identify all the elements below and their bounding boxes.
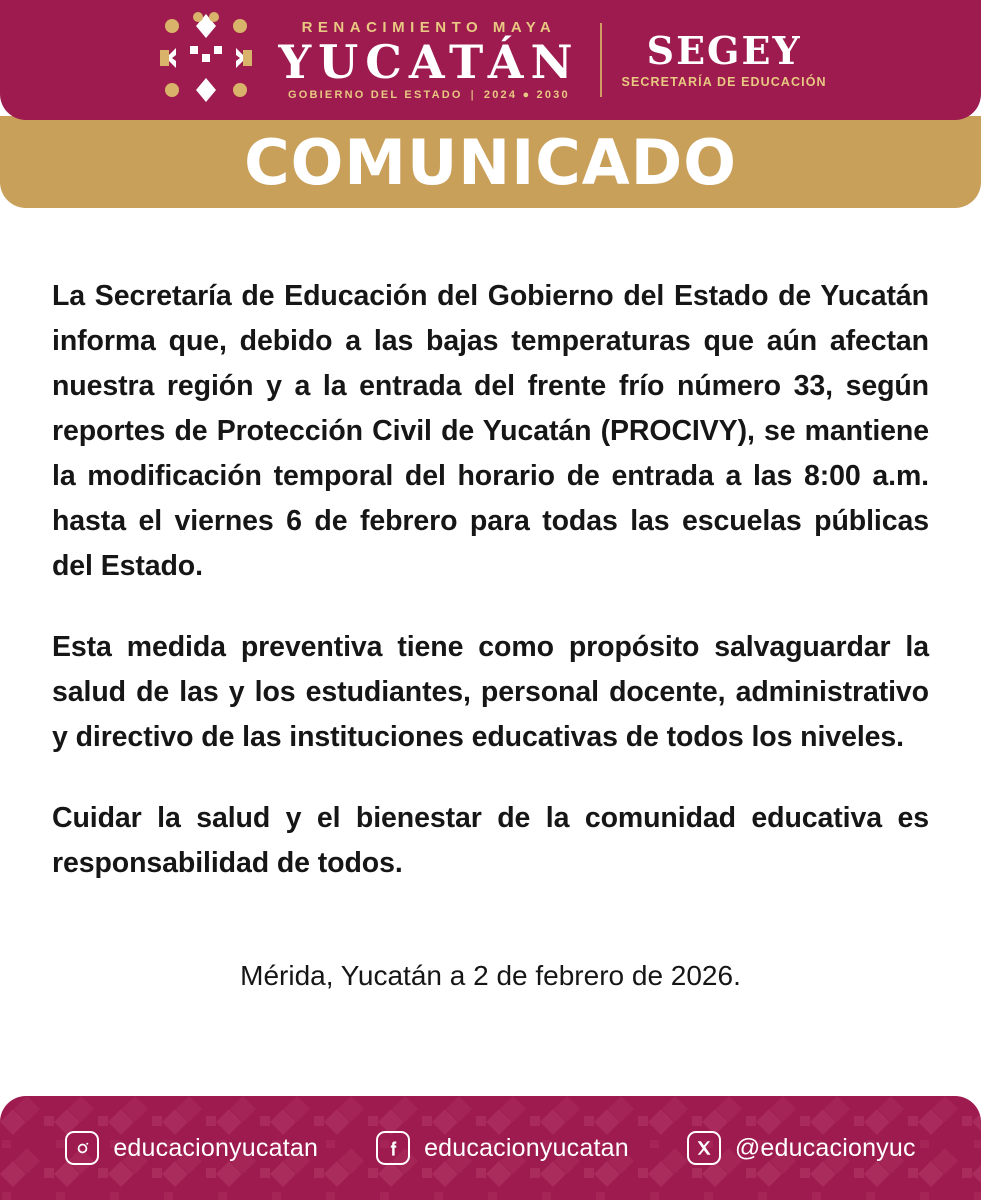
paragraph-2: Esta medida preventiva tiene como propósito salvaguardar la salud de las y los estudiantes, personal docente, administrativo y directivo de las instituciones educativas de todos los niveles. bbox=[52, 631, 929, 754]
brand-tagline: RENACIMIENTO MAYA bbox=[301, 18, 557, 36]
facebook-handle: educacionyucatan bbox=[424, 1133, 629, 1162]
segey-brand bbox=[621, 27, 827, 89]
header-divider bbox=[600, 23, 602, 97]
brand-subtitle-left: GOBIERNO DEL ESTADO bbox=[288, 88, 463, 101]
social-x-twitter[interactable] bbox=[687, 1131, 916, 1165]
brand-subtitle bbox=[288, 90, 570, 101]
document-body bbox=[0, 208, 981, 1096]
paragraph-1: La Secretaría de Educación del Gobierno del Estado de Yucatán informa que, debido a las bajas temperaturas que aún afectan nuestra región y a la entrada del frente frío número 33, según reportes de Protección Civil de Yucatán (PROCIVY), se mantiene la modificación temporal del horario de entrada a las 8:00 a.m. hasta el viernes 6 de febrero para todas las escuelas públicas del Estado. bbox=[52, 280, 929, 583]
comunicado-banner bbox=[0, 116, 981, 208]
header-content bbox=[154, 10, 826, 111]
x-twitter-handle: @educacionyuc bbox=[734, 1133, 916, 1162]
page-title: COMUNICADO bbox=[244, 125, 737, 199]
facebook-icon bbox=[376, 1131, 410, 1165]
brand-subtitle-years: 2024 ● 2030 bbox=[483, 88, 570, 101]
instagram-handle: educacionyucatan bbox=[113, 1133, 319, 1162]
social-instagram[interactable] bbox=[65, 1131, 318, 1165]
segey-name: SEGEY bbox=[646, 27, 802, 73]
header-banner bbox=[0, 0, 981, 120]
footer-bar bbox=[0, 1096, 981, 1200]
maya-glyph-icon bbox=[154, 10, 258, 111]
yucatan-brand bbox=[278, 20, 579, 101]
x-twitter-icon bbox=[687, 1131, 721, 1165]
instagram-icon bbox=[65, 1131, 99, 1165]
brand-subtitle-separator: | bbox=[470, 88, 476, 101]
brand-title: YUCATÁN bbox=[278, 34, 580, 89]
place-and-date: Mérida, Yucatán a 2 de febrero de 2026. bbox=[240, 960, 741, 992]
paragraph-3: Cuidar la salud y el bienestar de la comunidad educativa es responsabilidad de todos. bbox=[52, 802, 929, 880]
segey-subtitle: SECRETARÍA DE EDUCACIÓN bbox=[621, 74, 827, 89]
social-facebook[interactable] bbox=[376, 1131, 629, 1165]
